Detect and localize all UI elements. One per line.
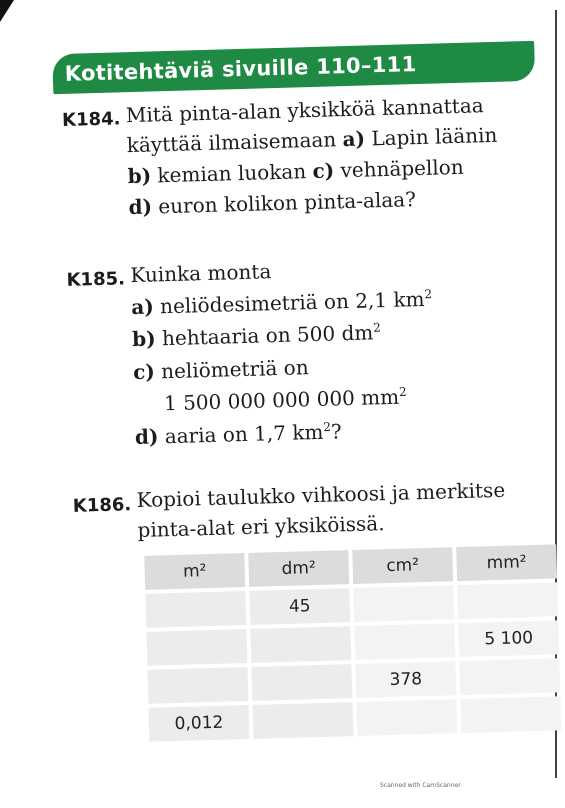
k185-b-text: hehtaaria on 500 dm (155, 320, 374, 351)
k185-label-c: c) (132, 359, 156, 385)
table-row (146, 620, 559, 665)
exercise-k184-id: K184. (61, 108, 121, 131)
k185-label-a: a) (131, 294, 155, 320)
table-cell: 5 100 (458, 620, 559, 657)
exercise-k185-a (131, 287, 432, 319)
table-cell (356, 699, 457, 736)
header-cell-cm2: cm² (352, 547, 453, 584)
exercise-k186-line1: Kopioi taulukko vihkoosi ja merkitse (136, 477, 506, 513)
exercise-k184-line2 (126, 123, 497, 157)
header-cell-dm2: dm² (248, 550, 349, 587)
exercise-k185-b (132, 320, 381, 351)
k185-a-sup: 2 (424, 287, 433, 302)
k185-label-b: b) (131, 326, 157, 352)
exercise-k185-c-cont (164, 384, 407, 415)
table-cell: 0,012 (149, 705, 250, 742)
k185-d-end: ? (330, 419, 343, 444)
exercise-k186-line2: pinta-alat eri yksiköissä. (137, 511, 385, 543)
units-table (140, 540, 565, 746)
table-cell (147, 667, 248, 704)
k185-label-d: d) (134, 424, 159, 450)
k185-d-text: aaria on 1,7 km (158, 419, 324, 449)
table-row (147, 658, 560, 703)
k184-label-d: d) (128, 194, 153, 220)
k185-b-sup: 2 (372, 320, 381, 335)
table-cell: 45 (249, 588, 350, 625)
table-cell (354, 623, 455, 660)
table-cell (353, 585, 454, 622)
exercise-k184-line3 (127, 155, 464, 188)
k184-d-text: euron kolikon pinta-alaa? (151, 187, 417, 219)
k184-label-a: a) (342, 126, 366, 152)
k184-b-text: kemian luokan (150, 159, 313, 188)
units-table-header-row (144, 544, 557, 589)
k185-d-sup: 2 (323, 419, 332, 435)
exercise-k184-line4 (128, 187, 416, 219)
k184-c-text: vehnäpellon (333, 154, 464, 183)
exercise-k185-id: K185. (66, 268, 126, 291)
section-banner: Kotitehtäviä sivuille 110–111 (52, 41, 535, 94)
table-cell (253, 702, 354, 739)
table-cell (457, 582, 558, 619)
exercise-k184-line1: Mitä pinta-alan yksikköä kannattaa (125, 93, 484, 128)
k185-a-text: neliödesimetriä on 2,1 km (153, 286, 425, 319)
table-cell (146, 629, 247, 666)
exercise-k186-id: K186. (72, 494, 132, 517)
header-cell-m2: m² (144, 553, 245, 590)
k184-label-b: b) (127, 163, 152, 189)
table-cell (145, 591, 246, 628)
k185-c-cont-text: 1 500 000 000 000 mm (163, 384, 400, 416)
table-cell (460, 696, 561, 733)
exercise-k185-intro: Kuinka monta (130, 259, 272, 288)
k185-c-text: neliömetriä on (154, 355, 309, 384)
exercise-k185-d (135, 419, 342, 449)
exercise-k185-c (133, 355, 309, 384)
scanner-watermark: Scanned with CamScanner (380, 782, 461, 789)
table-cell (250, 626, 351, 663)
k184-label-c: c) (312, 158, 335, 183)
k185-c-sup: 2 (398, 384, 407, 400)
table-cell: 378 (355, 661, 456, 698)
k184-line2-rest: Lapin läänin (364, 122, 498, 151)
table-row (145, 582, 558, 627)
k184-line2-text: käyttää ilmaisemaan (126, 127, 343, 158)
table-cell (251, 664, 352, 701)
table-cell (459, 658, 560, 695)
header-cell-mm2: mm² (456, 544, 557, 581)
table-row (149, 696, 562, 741)
